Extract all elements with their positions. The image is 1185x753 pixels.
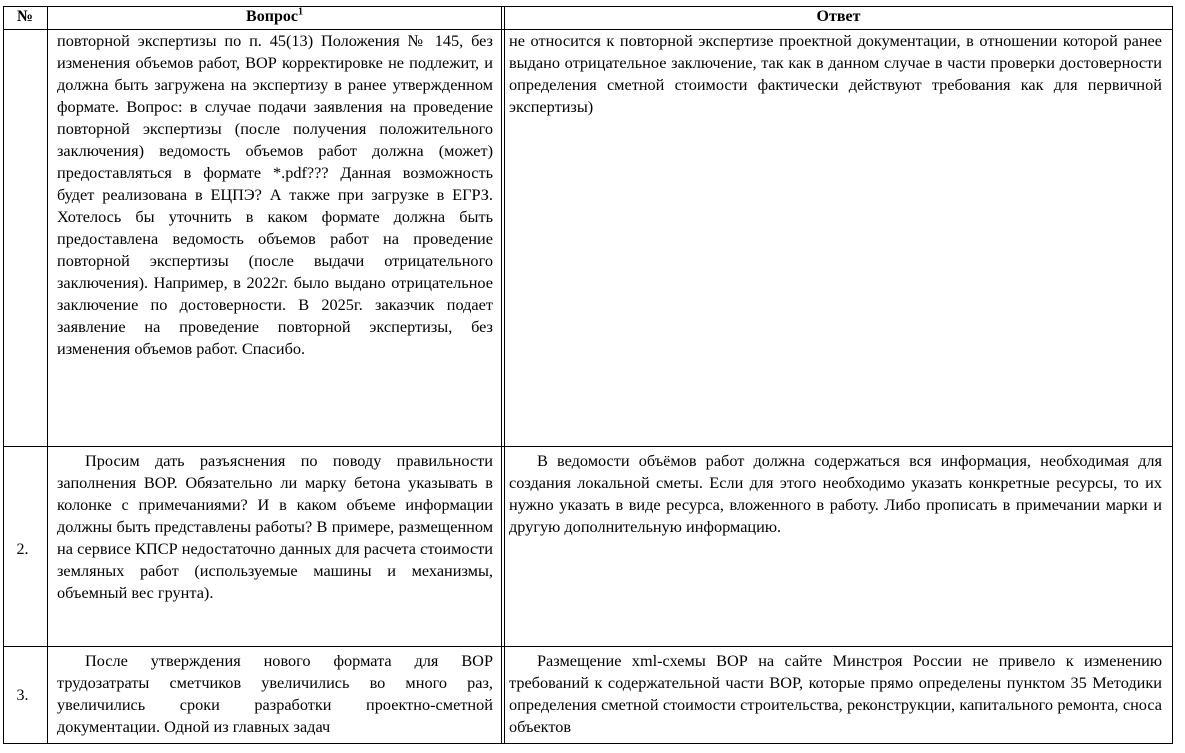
table-border-right <box>1172 6 1173 743</box>
row-3-question-text: После утверждения нового формата для ВОР трудозатраты сметчиков увеличились во много раз, увеличились сроки разработки проектно-сметной документации. Одной из главных задач <box>57 651 493 736</box>
header-answer <box>505 7 1172 27</box>
table-border-left <box>3 6 4 743</box>
col-divider-question-inner <box>504 6 505 743</box>
row-2-question-text: Просим дать разъяснения по поводу правильности заполнения ВОР. Обязательно ли марку бетона указывать в колонке с примечаниями? И в каком объеме информации должны быть представлены работы? В примере, размещенном на сервисе КПСР недостаточно данных для расчета стоимости земляных работ (используемые машины и механизмы, объемный вес грунта). <box>57 451 493 602</box>
row-1-question-text: повторной экспертизы по п. 45(13) Положения № 145, без изменения объемов работ, ВОР корректировке не подлежит, и должна быть загружена на экспертизу в ранее утвержденном формате. Вопрос: в случае подачи заявления на проведение повторной экспертизы (после получения положительного заключения) ведомость объемов работ должна (может) предоставляться в формате *.pdf??? Данная возможность будет реализована в ЕЦПЭ? А также при загрузке в ЕГРЗ. Хотелось бы уточнить в каком формате должна быть предоставлена ведомость объемов работ на проведение повторной экспертизы (после выдачи отрицательного заключения). Например, в 2022г. было выдано отрицательное заключение по достоверности. В 2025г. заказчик подает заявление на проведение повторной экспертизы, без изменения объемов работ. Спасибо. <box>57 31 493 358</box>
header-num-text: № <box>16 8 34 25</box>
row-1-question <box>57 30 493 360</box>
row-1-answer <box>509 30 1162 118</box>
row-2-question <box>57 450 493 604</box>
row-3-question <box>57 650 493 742</box>
header-question <box>48 7 501 27</box>
header-question-text: Вопрос <box>246 8 298 25</box>
header-answer-text: Ответ <box>816 8 861 25</box>
col-divider-num <box>47 6 48 743</box>
header-question-footnote: 1 <box>297 6 303 18</box>
row-divider <box>3 446 1173 447</box>
row-3-answer <box>509 650 1162 742</box>
row-2-answer <box>509 450 1162 538</box>
row-1-answer-text: не относится к повторной экспертизе проектной документации, в отношении которой ранее выдано отрицательное заключение, так как в данном случае в части проверки достоверности определения сметной стоимости фактически действуют требования как для первичной экспертизы) <box>509 31 1162 116</box>
col-divider-question <box>501 6 502 743</box>
row-2-answer-text: В ведомости объёмов работ должна содержаться вся информация, необходимая для создания локальной сметы. Если для этого необходимо указать конкретные ресурсы, то их нужно указать в виде ресурса, вложенного в работу. Либо прописать в примечании марки и другую дополнительную информацию. <box>509 451 1162 536</box>
row-divider <box>3 646 1173 647</box>
table-border-bottom <box>3 743 1173 744</box>
row-2-num: 2. <box>16 541 29 558</box>
row-3-num: 3. <box>16 687 29 704</box>
row-3-answer-text: Размещение xml-схемы ВОР на сайте Минстроя России не привело к изменению требований к содержательной части ВОР, которые прямо определены пунктом 35 Методики определения сметной стоимости строительства, реконструкции, капитального ремонта, сноса объектов <box>509 651 1162 736</box>
header-num <box>3 7 47 27</box>
